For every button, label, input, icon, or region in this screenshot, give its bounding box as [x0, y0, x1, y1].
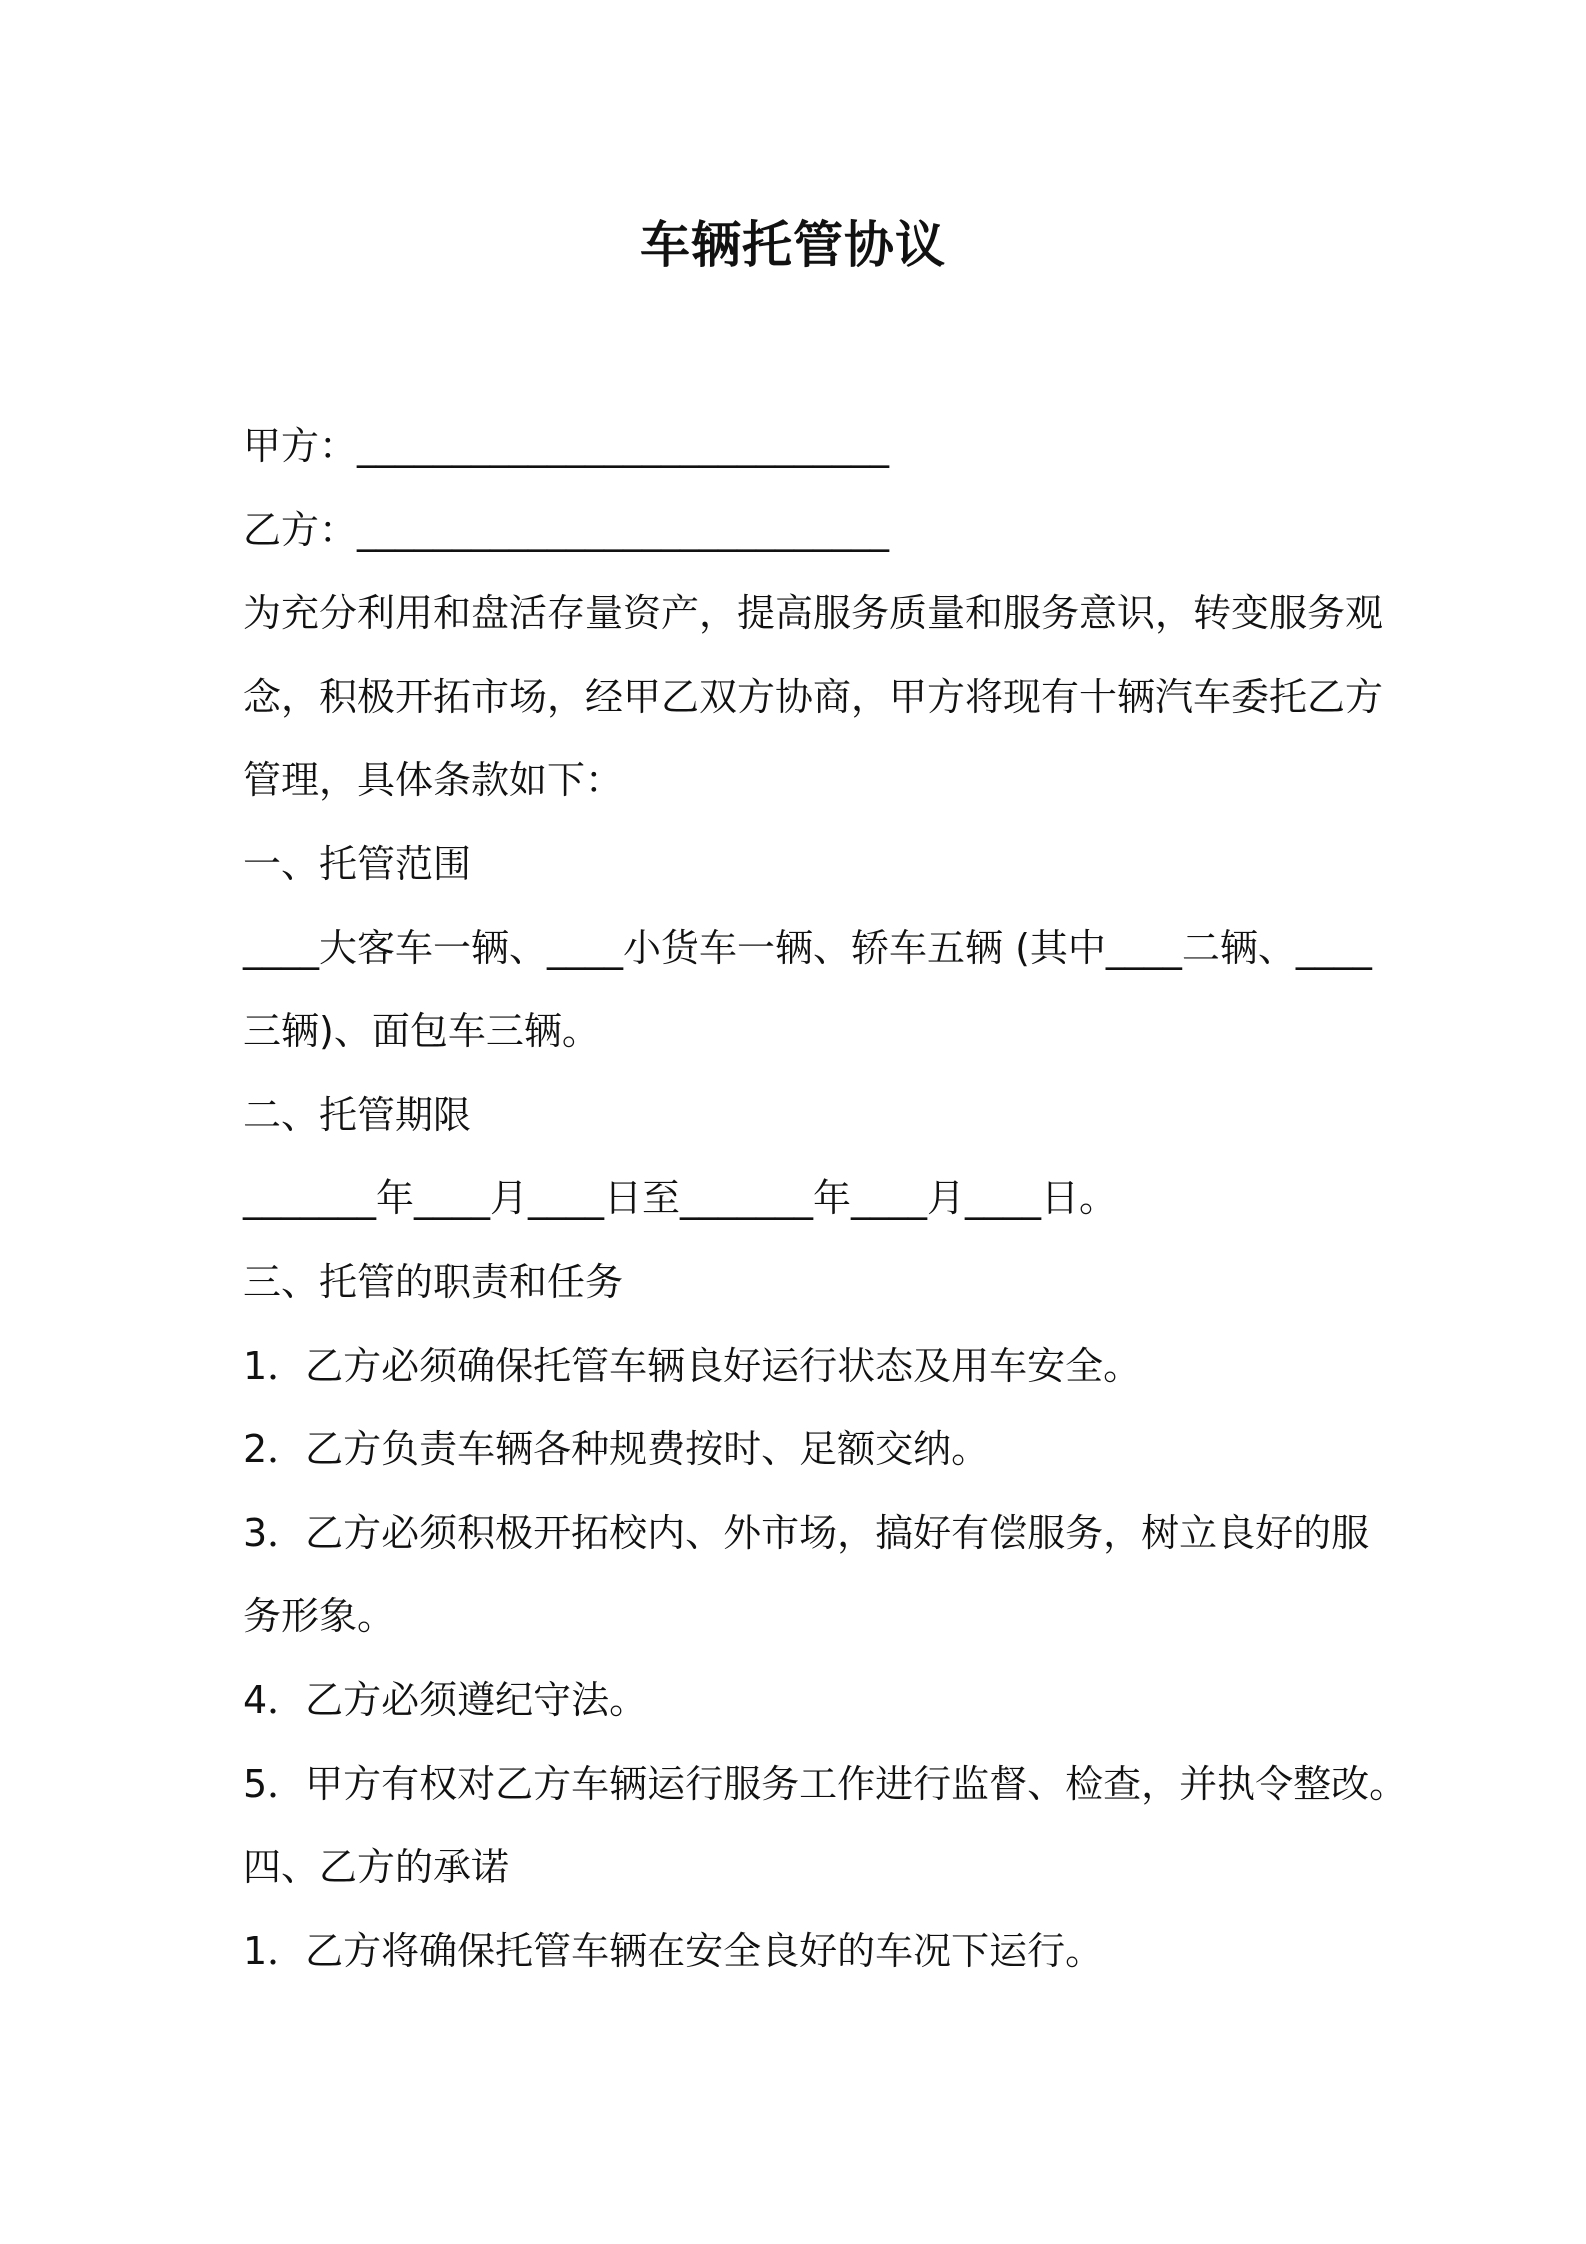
commitment-item-1: 1．乙方将确保托管车辆在安全良好的车况下运行。 — [243, 1928, 1104, 1973]
party-a-line: 甲方：____________________________ — [243, 424, 890, 468]
duty-item-4: 4．乙方必须遵纪守法。 — [243, 1677, 648, 1722]
section-heading-duties: 三、托管的职责和任务 — [243, 1259, 624, 1304]
term-line: _______年____月____日至_______年____月____日。 — [243, 1176, 1118, 1221]
duty-item-3-line-1: 3．乙方必须积极开拓校内、外市场，搞好有偿服务，树立良好的服 — [243, 1510, 1370, 1555]
document-body — [243, 405, 1408, 1993]
preamble-line-3: 管理，具体条款如下： — [243, 758, 624, 803]
section-heading-commitment: 四、乙方的承诺 — [243, 1845, 510, 1890]
party-b-line: 乙方：____________________________ — [243, 507, 890, 552]
preamble-line-2: 念，积极开拓市场，经甲乙双方协商，甲方将现有十辆汽车委托乙方 — [243, 674, 1384, 719]
scope-line-1: ____大客车一辆、____小货车一辆、轿车五辆 (其中____二辆、____ — [243, 925, 1372, 970]
duty-item-1: 1．乙方必须确保托管车辆良好运行状态及用车安全。 — [243, 1343, 1142, 1388]
duty-item-2: 2．乙方负责车辆各种规费按时、足额交纳。 — [243, 1427, 990, 1472]
scope-line-2: 三辆)、面包车三辆。 — [243, 1009, 600, 1054]
duty-item-3-line-2: 务形象。 — [243, 1594, 396, 1639]
section-heading-scope: 一、托管范围 — [243, 841, 472, 886]
preamble-line-1: 为充分利用和盘活存量资产，提高服务质量和服务意识，转变服务观 — [243, 591, 1384, 636]
document-title: 车辆托管协议 — [640, 216, 946, 274]
duty-item-5: 5．甲方有权对乙方车辆运行服务工作进行监督、检查，并执令整改。 — [243, 1761, 1408, 1806]
section-heading-term: 二、托管期限 — [243, 1092, 472, 1137]
